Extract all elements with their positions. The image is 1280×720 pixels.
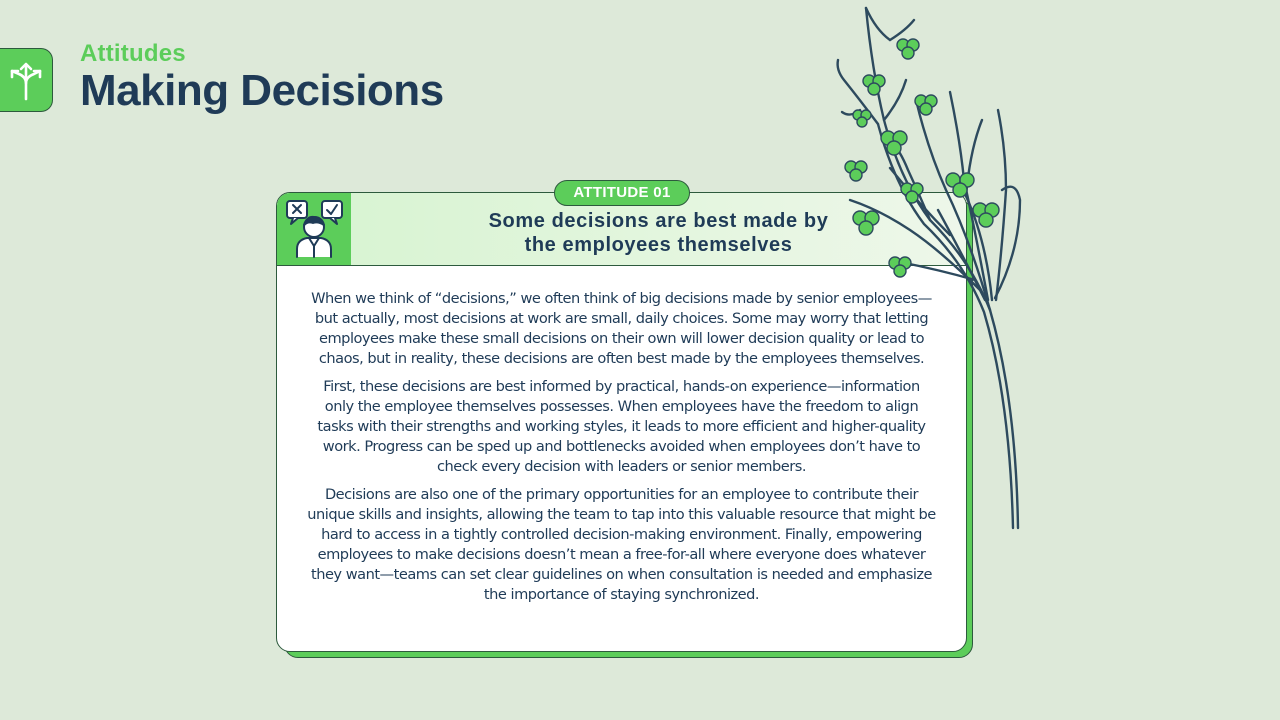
section-label: Attitudes: [80, 40, 186, 67]
split-arrows-icon: [7, 61, 45, 101]
clover-plant-illustration: [820, 0, 1040, 540]
person-decision-icon: [285, 199, 343, 259]
card-icon-box: [277, 193, 351, 265]
card-paragraph: Decisions are also one of the primary opportunities for an employee to contribute their unique skills and insights, allowing the team to tap into this valuable resource that might be hard to access in a tightly controlled decision-making environment. Finally, empowering employees to make decisions doesn’t mean a free-for-all where everyone does whatever they want—teams can set clear guidelines on when consultation is needed and emphasize the importance of staying synchronized.: [307, 486, 936, 603]
section-logo-badge: [0, 48, 53, 112]
page-title: Making Decisions: [80, 66, 444, 115]
card-paragraph: First, these decisions are best informed by practical, hands-on experience—information only the employee themselves possesses. When employees have the freedom to align tasks with their strengths and working styles, it leads to more efficient and higher-quality work. Progress can be sped up and bottlenecks avoided when employees don’t have to check every decision with leaders or senior members.: [317, 378, 926, 475]
attitude-tag: ATTITUDE 01: [554, 180, 690, 206]
card-paragraph: When we think of “decisions,” we often think of big decisions made by senior employees—but actually, most decisions at work are small, daily choices. Some may worry that letting employees make these small decisions on their own will lower decision quality or lead to chaos, but in reality, these decisions are often best made by the employees themselves.: [311, 290, 932, 367]
card-heading: Some decisions are best made by the employees themselves: [488, 210, 829, 256]
